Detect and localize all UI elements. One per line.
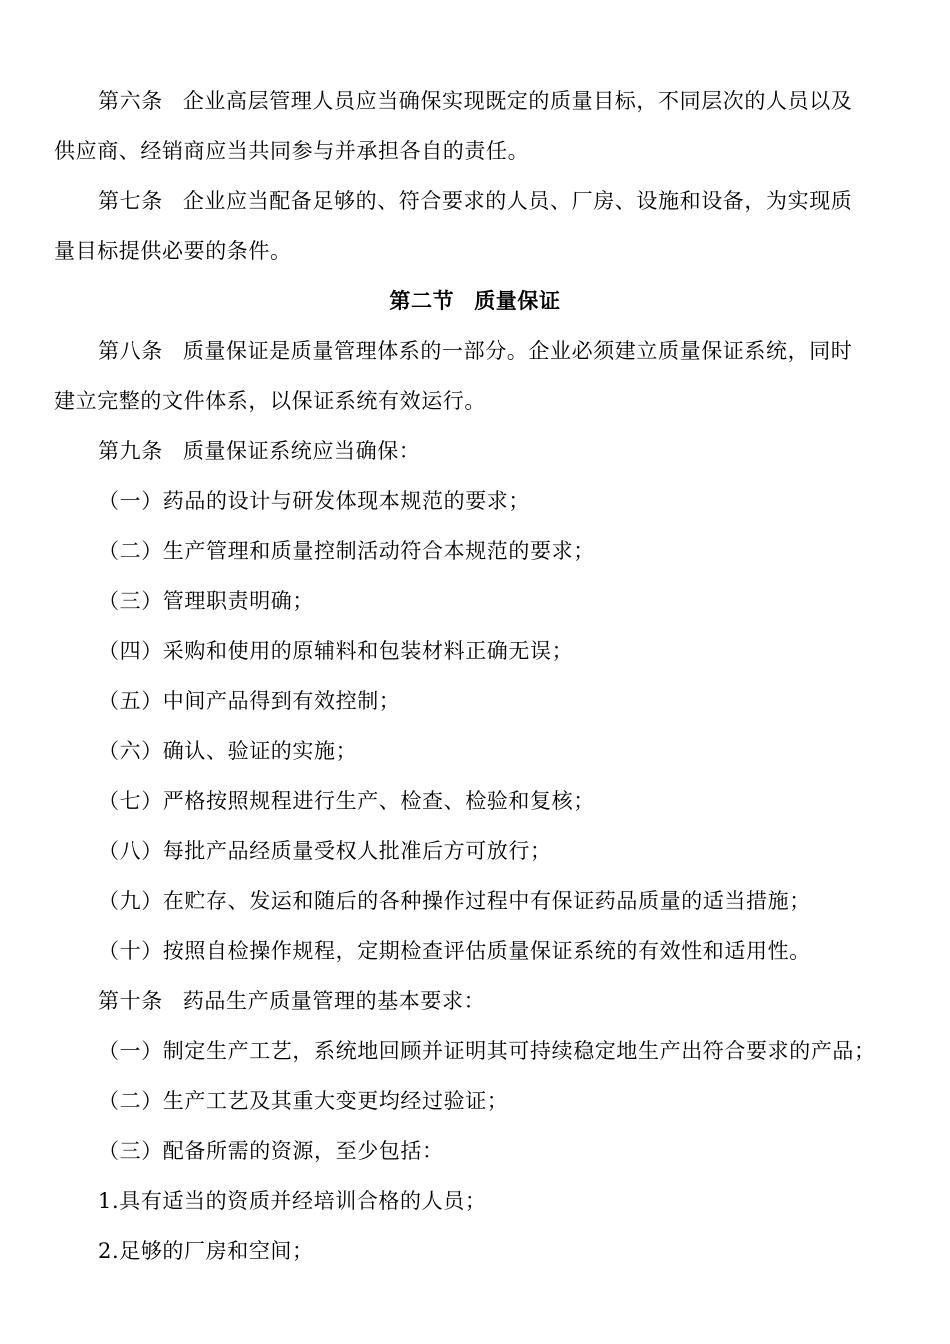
article-7-line-2: 量目标提供必要的条件。 [54, 239, 292, 263]
article-10-subitem-1: 1.具有适当的资质并经培训合格的人员； [98, 1189, 487, 1213]
article-9-number: 第九条 [98, 439, 163, 463]
section-heading [0, 287, 950, 315]
article-10-line [98, 987, 896, 1015]
article-9-item-5: （五）中间产品得到有效控制； [98, 689, 401, 713]
article-9-item-6: （六）确认、验证的实施； [98, 739, 358, 763]
article-9-line [98, 437, 896, 465]
article-10-item-1: （一）制定生产工艺，系统地回顾并证明其可持续稳定地生产出符合要求的产品； [98, 1039, 876, 1063]
article-10-item-3: （三）配备所需的资源，至少包括： [98, 1139, 444, 1163]
article-7-text: 企业应当配备足够的、符合要求的人员、厂房、设施和设备，为实现质 [182, 189, 853, 213]
article-9-item-4: （四）采购和使用的原辅料和包装材料正确无误； [98, 639, 574, 663]
section-number: 第二节 [389, 288, 455, 313]
article-10-text: 药品生产质量管理的基本要求： [182, 989, 486, 1013]
article-8-line-1 [98, 337, 896, 365]
article-9-item-8: （八）每批产品经质量受权人批准后方可放行； [98, 839, 552, 863]
article-9-item-2: （二）生产管理和质量控制活动符合本规范的要求； [98, 539, 595, 563]
article-9-item-1: （一）药品的设计与研发体现本规范的要求； [98, 489, 530, 513]
article-9-item-9: （九）在贮存、发运和随后的各种操作过程中有保证药品质量的适当措施； [98, 889, 811, 913]
article-6-text: 企业高层管理人员应当确保实现既定的质量目标，不同层次的人员以及 [182, 89, 853, 113]
article-6-line-1 [98, 87, 896, 115]
section-title: 质量保证 [474, 288, 561, 313]
article-7-number: 第七条 [98, 189, 163, 213]
article-6-line-2: 供应商、经销商应当共同参与并承担各自的责任。 [54, 139, 530, 163]
article-10-subitem-2: 2.足够的厂房和空间； [98, 1239, 314, 1263]
article-9-item-7: （七）严格按照规程进行生产、检查、检验和复核； [98, 789, 595, 813]
article-8-number: 第八条 [98, 339, 163, 363]
article-10-item-2: （二）生产工艺及其重大变更均经过验证； [98, 1089, 509, 1113]
article-8-text: 质量保证是质量管理体系的一部分。企业必须建立质量保证系统，同时 [182, 339, 853, 363]
article-6-number: 第六条 [98, 89, 163, 113]
article-7-line-1 [98, 187, 896, 215]
article-9-item-10: （十）按照自检操作规程，定期检查评估质量保证系统的有效性和适用性。 [98, 939, 811, 963]
article-9-item-3: （三）管理职责明确； [98, 589, 314, 613]
article-10-number: 第十条 [98, 989, 163, 1013]
article-8-line-2: 建立完整的文件体系，以保证系统有效运行。 [54, 389, 486, 413]
article-9-text: 质量保证系统应当确保： [182, 439, 421, 463]
